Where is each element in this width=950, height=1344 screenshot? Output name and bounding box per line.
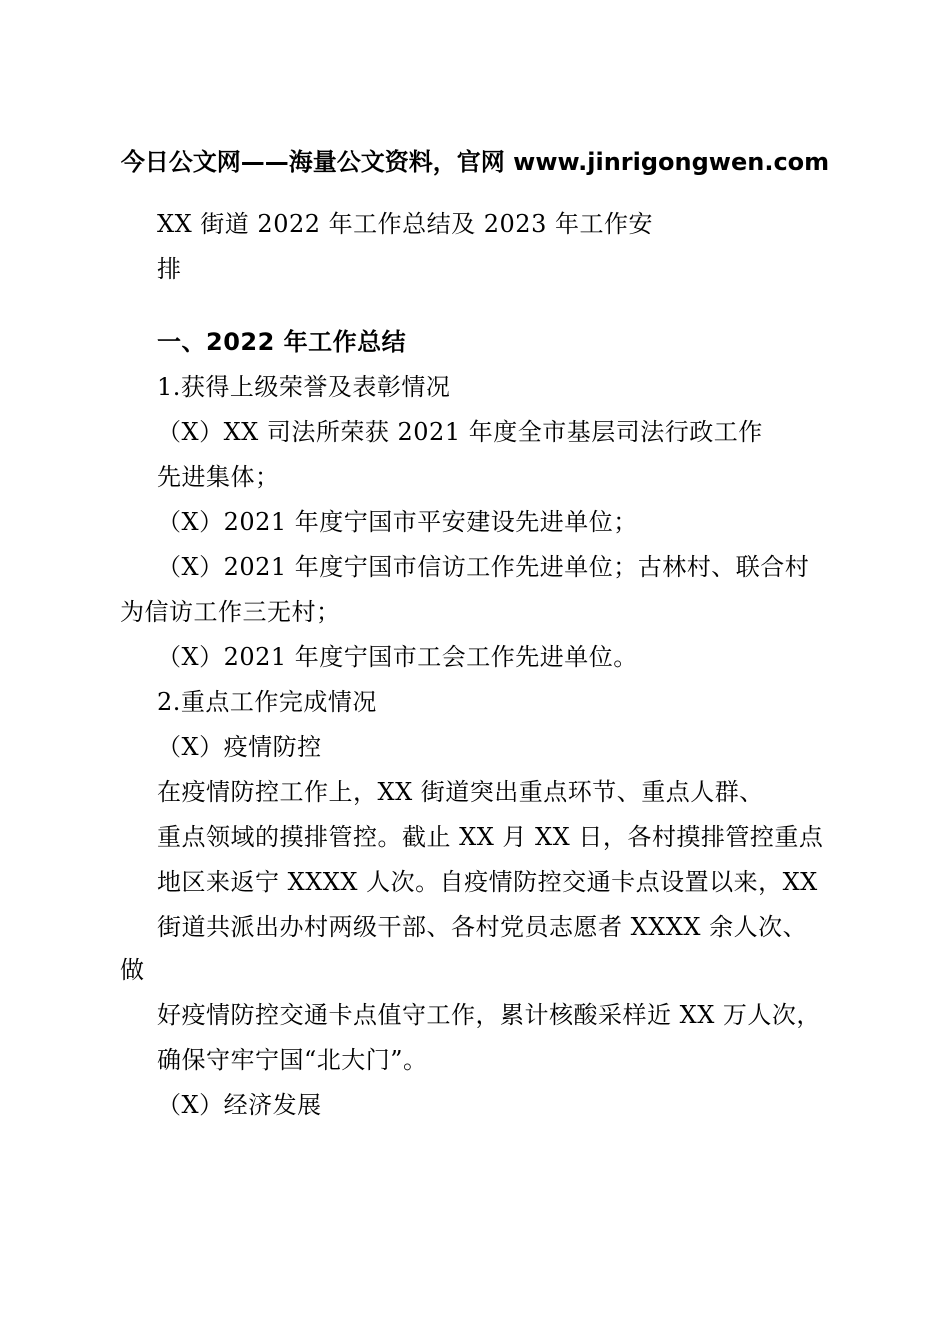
site-header: 今日公文网——海量公文资料，官网 www.jinrigongwen.com <box>120 148 830 176</box>
honor-item-1-line-1: （X）XX 司法所荣获 2021 年度全市基层司法行政工作 <box>157 418 763 446</box>
epidemic-paragraph-line-3: 地区来返宁 XXXX 人次。自疫情防控交通卡点设置以来，XX <box>157 868 818 896</box>
item-heading-economy: （X）经济发展 <box>157 1091 322 1119</box>
epidemic-paragraph-line-1: 在疫情防控工作上，XX 街道突出重点环节、重点人群、 <box>157 778 764 806</box>
honor-item-1-line-2: 先进集体； <box>157 463 280 491</box>
subsection-heading-key-work: 2.重点工作完成情况 <box>157 688 377 716</box>
epidemic-paragraph-line-4: 街道共派出办村两级干部、各村党员志愿者 XXXX 余人次、 <box>157 913 808 941</box>
honor-item-2: （X）2021 年度宁国市平安建设先进单位； <box>157 508 638 536</box>
epidemic-paragraph-line-2: 重点领域的摸排管控。截止 XX 月 XX 日，各村摸排管控重点 <box>157 823 824 851</box>
epidemic-paragraph-line-7: 确保守牢宁国“北大门”。 <box>157 1046 428 1074</box>
item-heading-epidemic: （X）疫情防控 <box>157 733 322 761</box>
section-heading: 一、2022 年工作总结 <box>157 328 407 356</box>
document-title-line-2: 排 <box>157 255 182 283</box>
epidemic-paragraph-line-6: 好疫情防控交通卡点值守工作，累计核酸采样近 XX 万人次， <box>157 1001 821 1029</box>
honor-item-3-line-1: （X）2021 年度宁国市信访工作先进单位；古林村、联合村 <box>157 553 810 581</box>
epidemic-paragraph-line-5: 做 <box>120 956 145 984</box>
honor-item-4: （X）2021 年度宁国市工会工作先进单位。 <box>157 643 638 671</box>
document-title-line-1: XX 街道 2022 年工作总结及 2023 年工作安 <box>157 210 653 238</box>
honor-item-3-line-2: 为信访工作三无村； <box>120 598 341 626</box>
subsection-heading-honors: 1.获得上级荣誉及表彰情况 <box>157 373 451 401</box>
